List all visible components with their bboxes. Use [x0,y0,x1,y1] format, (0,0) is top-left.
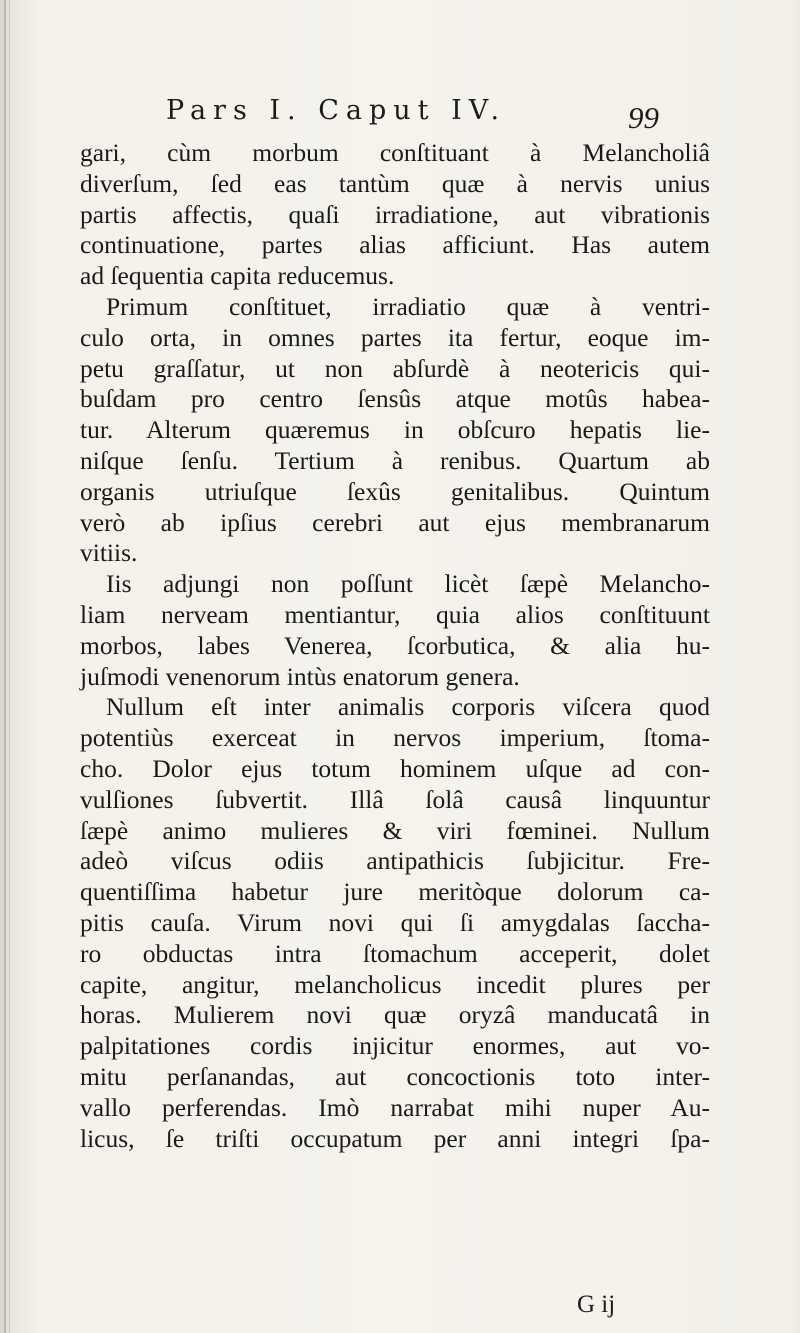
page-number: 99 [628,100,659,135]
text-line: culo orta, in omnes partes ita fertur, eoque im- [80,322,710,352]
text-line: vitiis. [80,538,138,568]
text-line: palpitationes cordis injicitur enormes, aut vo- [80,1031,710,1061]
page-spine-shadow [4,0,6,1333]
text-line: tur. Alterum quæremus in obſcuro hepatis lie- [80,415,710,445]
running-head: Pars I. Caput IV. [166,95,507,126]
text-line: potentiùs exerceat in nervos imperium, ſtoma- [80,723,710,753]
text-line: vulſiones ſubvertit. Illâ ſolâ causâ linquuntur [80,784,710,814]
text-line: continuatione, partes alias afficiunt. Has autem [80,230,710,260]
text-line: ſæpè animo mulieres & viri fœminei. Nullum [80,815,710,845]
text-line: morbos, labes Venerea, ſcorbutica, & alia hu- [80,630,710,660]
text-line: Primum conſtituet, irradiatio quæ à ventri- [106,291,710,321]
signature-mark: G ij [577,1291,616,1318]
text-line: diverſum, ſed eas tantùm quæ à nervis unius [80,168,710,198]
text-line: adeò viſcus odiis antipathicis ſubjicitur. Fre- [80,846,710,876]
text-line: mitu perſanandas, aut concoctionis toto inter- [80,1061,710,1091]
text-line: horas. Mulierem novi quæ oryzâ manducatâ in [80,1000,710,1030]
text-line: ro obductas intra ſtomachum acceperit, dolet [80,938,710,968]
text-line: quentiſſima habetur jure meritòque dolorum ca- [80,877,710,907]
text-line: partis affectis, quaſi irradiatione, aut vibrationis [80,199,710,229]
text-line: petu graſſatur, ut non abſurdè à neotericis qui- [80,353,710,383]
text-line: liam nerveam mentiantur, quia alios conſtituunt [80,599,710,629]
text-line: ad ſequentia capita reducemus. [80,261,395,291]
text-line: cho. Dolor ejus totum hominem uſque ad con- [80,753,710,783]
text-line: capite, angitur, melancholicus incedit plures per [80,969,710,999]
text-line: pitis cauſa. Virum novi qui ſi amygdalas ſaccha- [80,907,710,937]
text-line: Iis adjungi non poſſunt licèt ſæpè Melancho- [106,569,710,599]
text-line: niſque ſenſu. Tertium à renibus. Quartum ab [80,445,710,475]
text-line: organis utriuſque ſexûs genitalibus. Quintum [80,476,710,506]
text-line: buſdam pro centro ſensûs atque motûs habea- [80,384,710,414]
text-line: vallo perferendas. Imò narrabat mihi nuper Au- [80,1092,710,1122]
text-line: licus, ſe triſti occupatum per anni integri ſpa- [80,1123,710,1153]
text-line: verò ab ipſius cerebri aut ejus membranarum [80,507,710,537]
text-line: juſmodi venenorum intùs enatorum genera. [80,661,520,691]
text-line: Nullum eſt inter animalis corporis viſcera quod [106,692,710,722]
page-spine-edge [9,0,10,1333]
text-line: gari, cùm morbum conſtituant à Melancholiâ [80,138,710,167]
body-text [80,138,710,1154]
